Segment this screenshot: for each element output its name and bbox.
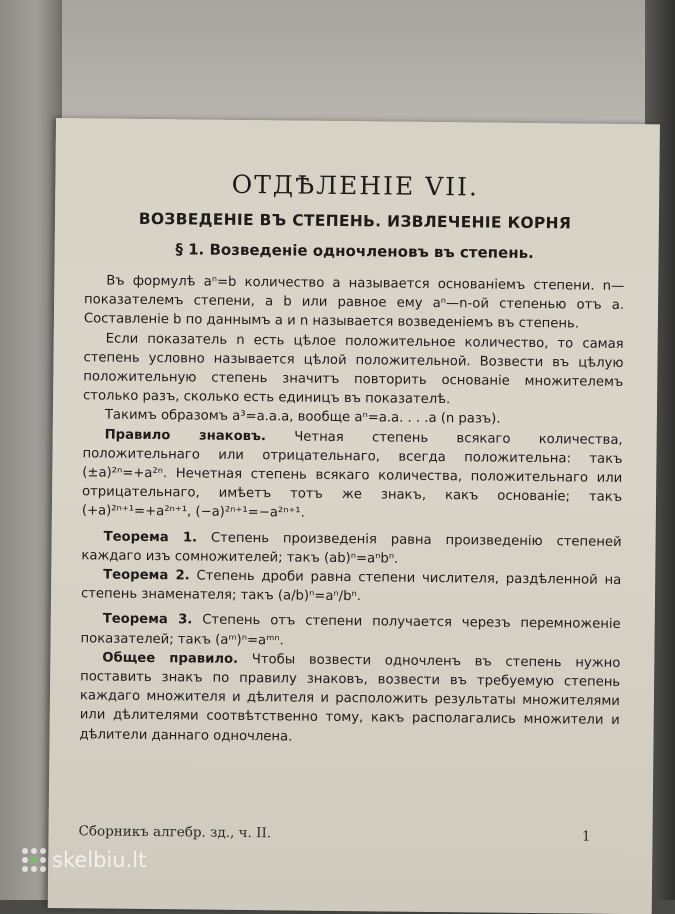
paragraph-title: § 1. Возведеніе одночленовъ въ степень.: [85, 239, 625, 263]
watermark: [22, 843, 146, 877]
paragraph-text: Степень отъ степени получается черезъ перемноженіе показателей; такъ (aᵐ)ⁿ=aᵐⁿ.: [80, 613, 620, 648]
paragraph-text: Такимъ образомъ a³=a.a.a, вообще aⁿ=a.a. . . .a (n разъ).: [105, 408, 501, 427]
paragraph-lead: Общее правило.: [102, 650, 238, 666]
paragraph-lead: Правило знаковъ.: [105, 427, 266, 444]
paragraph-1: [84, 271, 625, 334]
paragraph-rule-of-signs: [82, 425, 623, 527]
page-content: [79, 168, 625, 749]
paragraph-text: Если показатель n есть цѣлое положительное количество, то самая степень условно называется цѣлой положительной. Возвести въ цѣлую положительную степень значитъ повторить основаніе множителемъ столько разъ, сколько есть единицъ въ показателѣ.: [83, 331, 624, 407]
paragraph-2: [83, 329, 624, 411]
page-footer: [78, 823, 618, 845]
paragraph-text: Степень дроби равна степени числителя, раздѣленной на степень знаменателя; такъ (a/b)ⁿ=aⁿ/bⁿ.: [81, 569, 621, 605]
chapter-title: ВОЗВЕДЕНІЕ ВЪ СТЕПЕНЬ. ИЗВЛЕЧЕНІЕ КОРНЯ: [85, 209, 625, 233]
footer-source: Сборникъ алгебр. зд., ч. II.: [78, 823, 271, 841]
paragraph-text: Чтобы возвести одночленъ въ степень нужно поставить знакъ по правилу знаковъ, возвести въ требуемую степень каждаго множителя и дѣлителя и расположить результаты множителями или дѣлителями соотвѣтственно тому, какъ располагались множители и дѣлители даннаго одночлена.: [79, 652, 620, 744]
watermark-logo-icon: [22, 848, 46, 872]
page-number: 1: [582, 829, 591, 845]
watermark-text: skelbiu.lt: [52, 848, 146, 872]
paragraph-lead: Теорема 2.: [103, 568, 190, 584]
paragraph-text: Въ формулѣ aⁿ=b количество a называется основаніемъ степени. n—показателемъ степени, а b или равное ему aⁿ—n-ой степенью отъ a. Составленіе b по даннымъ a и n называется возведеніемъ въ степень.: [84, 274, 625, 332]
paragraph-theorem-1: [81, 527, 621, 571]
paragraph-lead: Теорема 3.: [103, 612, 193, 628]
book-page: [48, 118, 660, 914]
paragraph-theorem-3: [80, 610, 620, 654]
paragraph-lead: Теорема 1.: [104, 529, 198, 545]
section-title: ОТДѢЛЕНІЕ VII.: [85, 168, 625, 203]
paragraph-theorem-2: [81, 565, 621, 609]
paragraph-text: Четная степень всякаго количества, положительнаго или отрицательнаго, всегда положительна: такъ (±a)²ⁿ=+a²ⁿ. Нечетная степень всякаго количества, положительнаго или отрицательнаго, имѣетъ тотъ же знакъ, какъ основаніе; такъ (+a)²ⁿ⁺¹=+a²ⁿ⁺¹, (−a)²ⁿ⁺¹=−a²ⁿ⁺¹.: [82, 429, 623, 521]
paragraph-text: Степень произведенія равна произведенію степеней каждаго изъ сомножителей; такъ (ab)ⁿ=aⁿbⁿ.: [81, 530, 621, 566]
paragraph-general-rule: [79, 648, 620, 750]
